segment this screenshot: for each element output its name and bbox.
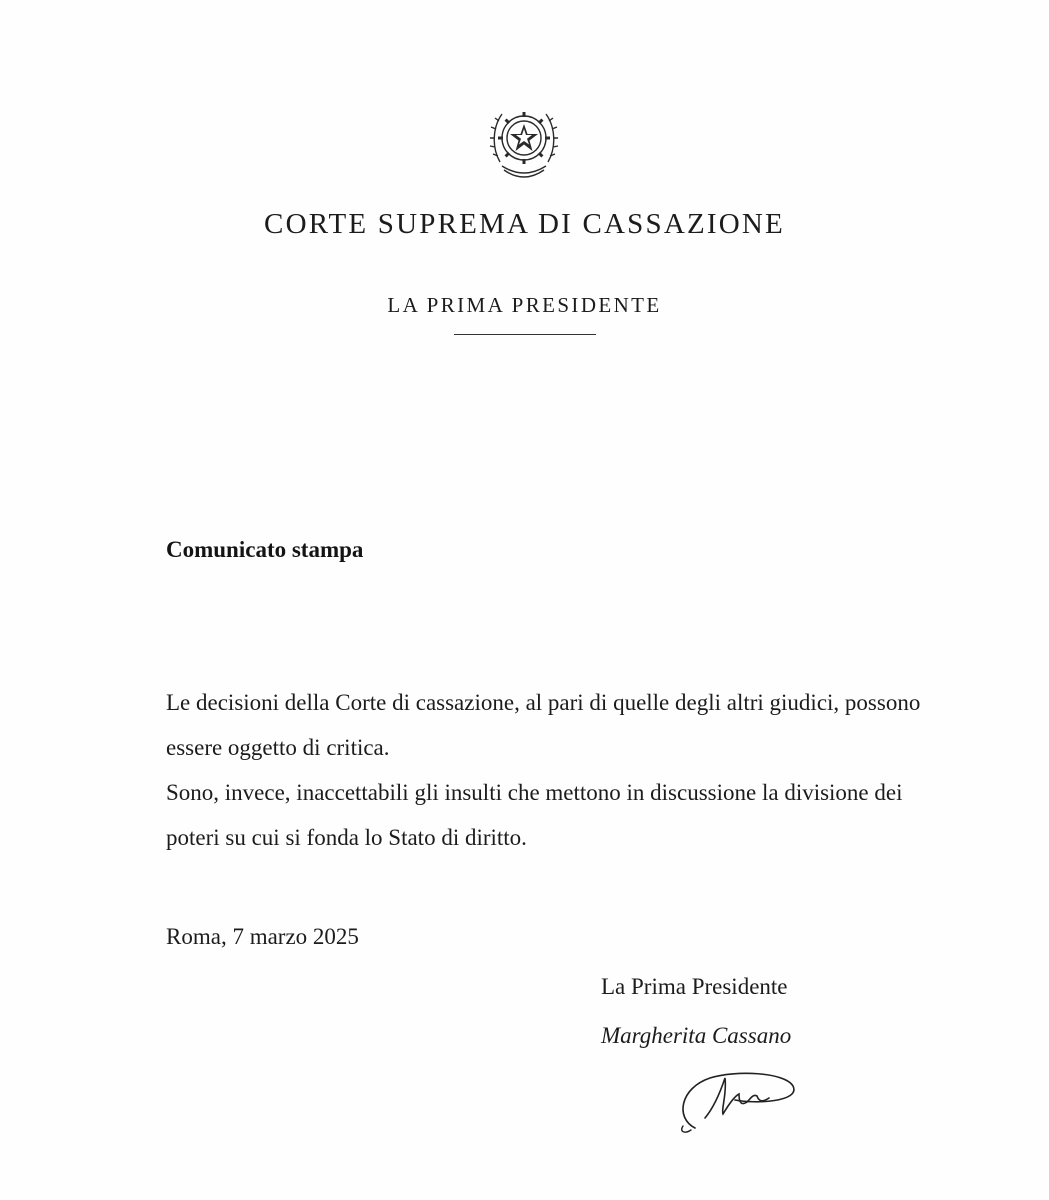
italian-republic-emblem-icon bbox=[488, 100, 560, 184]
body-paragraph: Le decisioni della Corte di cassazione, al pari di quelle degli altri giudici, possono essere oggetto di critica. bbox=[166, 690, 921, 760]
press-release-body bbox=[166, 680, 926, 860]
office-title: LA PRIMA PRESIDENTE bbox=[387, 293, 662, 317]
header-divider bbox=[454, 334, 596, 335]
institution-name: CORTE SUPREMA DI CASSAZIONE bbox=[264, 208, 785, 240]
signatory-role: La Prima Presidente bbox=[601, 974, 788, 999]
signatory-name: Margherita Cassano bbox=[601, 1023, 792, 1048]
handwritten-signature bbox=[655, 1058, 805, 1138]
body-paragraph: Sono, invece, inaccettabili gli insulti che mettono in discussione la divisione dei poteri su cui si fonda lo Stato di diritto. bbox=[166, 780, 903, 850]
place-date: Roma, 7 marzo 2025 bbox=[166, 924, 359, 949]
document-type: Comunicato stampa bbox=[166, 537, 364, 562]
